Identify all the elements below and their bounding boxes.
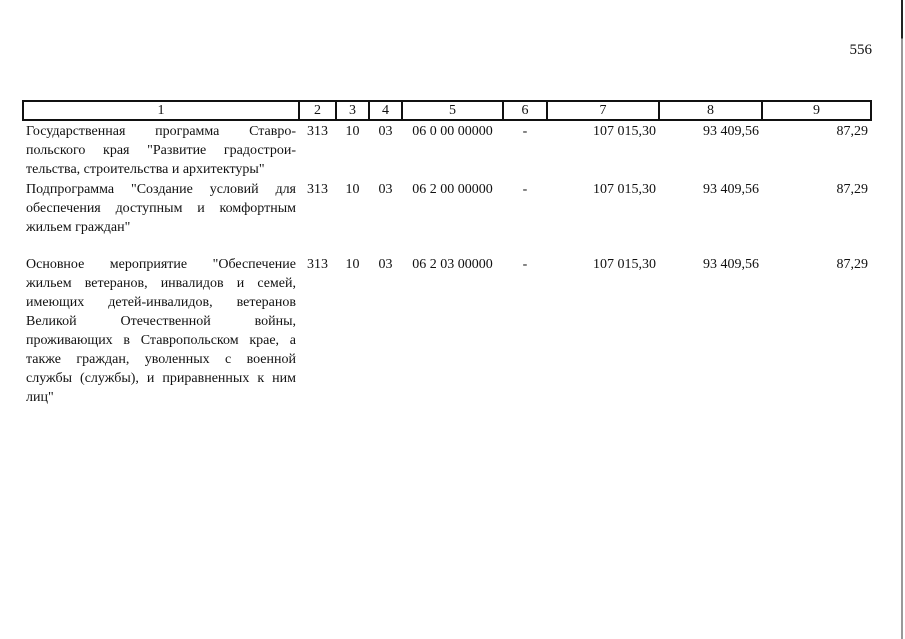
table-header-row — [23, 101, 871, 120]
row-vr: - — [522, 124, 528, 139]
column-header-6: 6 — [503, 101, 547, 120]
column-header-8: 8 — [659, 101, 762, 120]
row-name: Подпрограмма "Создание условий для обеспечения доступным и комфортным жильем граждан" — [26, 182, 296, 235]
row-csr: 06 2 03 00000 — [412, 257, 493, 272]
row-name: Государственная программа Ставро-польского края "Развитие градострои-тельства, строительства и архитектуры" — [26, 124, 296, 177]
row-plan: 107 015,30 — [593, 257, 656, 272]
row-fact: 93 409,56 — [703, 124, 759, 139]
row-pr: 03 — [378, 257, 393, 272]
column-header-4: 4 — [369, 101, 402, 120]
row-csr: 06 2 00 00000 — [412, 182, 493, 197]
row-pct: 87,29 — [836, 124, 868, 139]
row-vr: - — [522, 257, 528, 272]
row-name: Основное мероприятие "Обеспечение жильем ветеранов, инвалидов и семей, имеющих детей-инвалидов, ветеранов Великой Отечественной войны, проживающих в Ставропольском крае, а также граждан, уволенных с военной службы (службы), и приравненных к ним лиц" — [26, 257, 296, 405]
page-number: 556 — [849, 42, 872, 58]
table-row — [23, 179, 871, 254]
row-csr: 06 0 00 00000 — [412, 124, 493, 139]
table-row — [23, 120, 871, 179]
row-rz: 10 — [345, 182, 360, 197]
table-row — [23, 254, 871, 407]
row-rz: 10 — [345, 124, 360, 139]
column-header-7: 7 — [547, 101, 659, 120]
row-pr: 03 — [378, 124, 393, 139]
row-rz: 10 — [345, 257, 360, 272]
page-edge — [901, 0, 903, 639]
row-pr: 03 — [378, 182, 393, 197]
row-vr: - — [522, 182, 528, 197]
row-fact: 93 409,56 — [703, 182, 759, 197]
column-header-5: 5 — [402, 101, 503, 120]
row-ved: 313 — [307, 257, 328, 272]
row-plan: 107 015,30 — [593, 124, 656, 139]
column-header-3: 3 — [336, 101, 369, 120]
row-pct: 87,29 — [836, 182, 868, 197]
row-fact: 93 409,56 — [703, 257, 759, 272]
column-header-1: 1 — [23, 101, 299, 120]
row-ved: 313 — [307, 124, 328, 139]
budget-table — [22, 100, 872, 407]
column-header-2: 2 — [299, 101, 336, 120]
row-pct: 87,29 — [836, 257, 868, 272]
row-plan: 107 015,30 — [593, 182, 656, 197]
row-ved: 313 — [307, 182, 328, 197]
column-header-9: 9 — [762, 101, 871, 120]
